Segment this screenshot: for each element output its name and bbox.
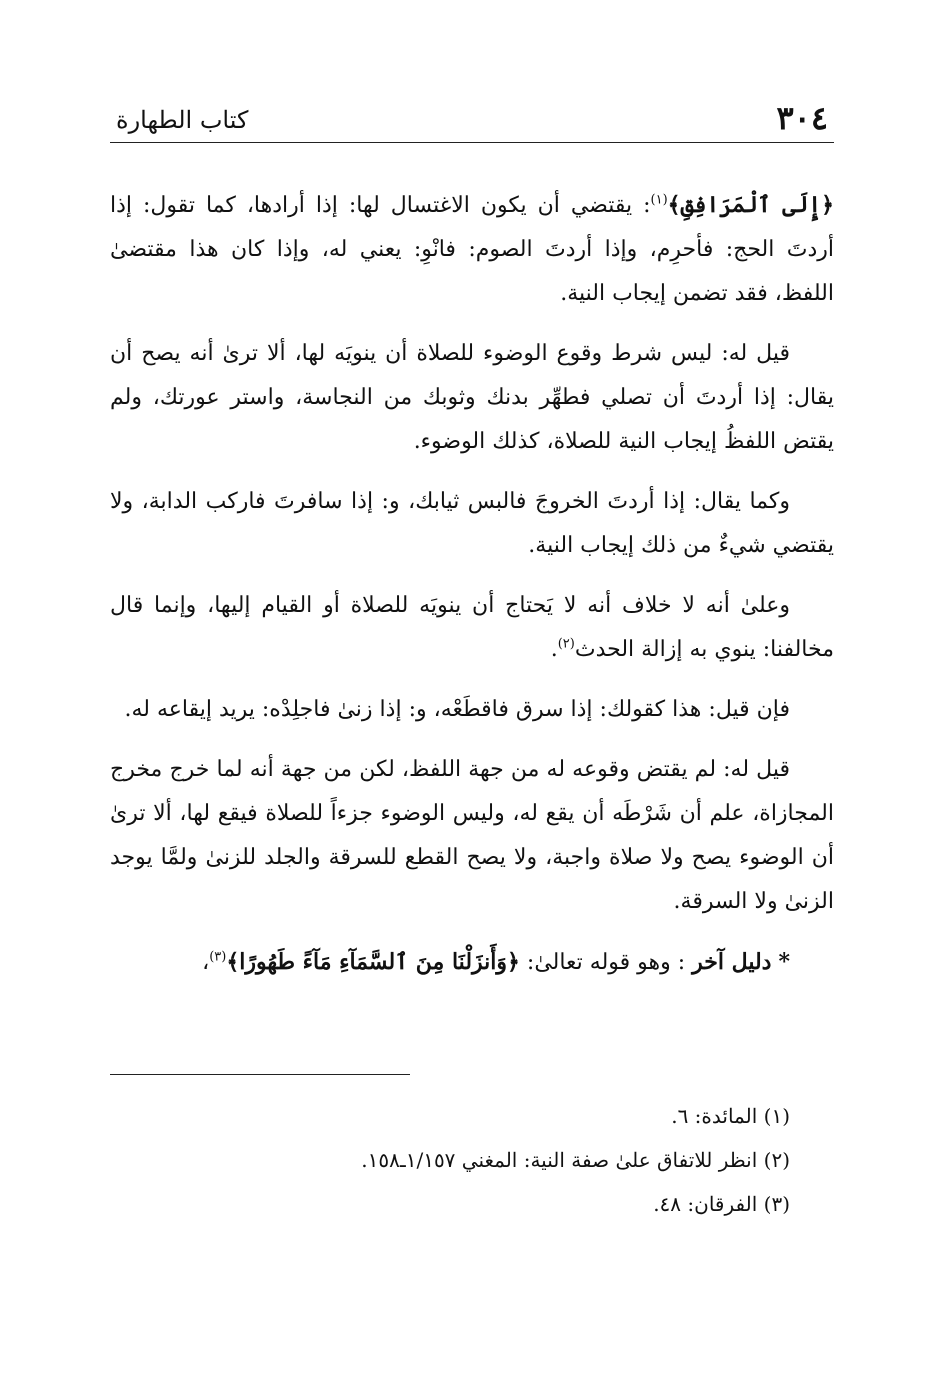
footnote-divider xyxy=(110,1074,410,1075)
footnote-2: (٢) انظر للاتفاق علىٰ صفة النية: المغني ١/١٥٧ـ١٥٨. xyxy=(361,1148,790,1172)
footnotes xyxy=(130,1096,790,1228)
paragraph-3: وكما يقال: إذا أردتَ الخروجَ فالبس ثيابك، و: إذا سافرتَ فاركب الدابة، ولا يقتضي شيءٌ من ذلك إيجاب النية. xyxy=(110,489,834,558)
main-text xyxy=(110,183,834,985)
paragraph-7 xyxy=(110,940,834,985)
paragraph-4 xyxy=(110,584,834,672)
quran-verse: ﴿إِلَى ٱلْمَرَافِقِ﴾ xyxy=(667,192,834,218)
book-title: كتاب الطهارة xyxy=(116,106,249,134)
footnote-1: (١) المائدة: ٦. xyxy=(671,1104,790,1128)
paragraph-4-text: وعلىٰ أنه لا خلاف أنه لا يَحتاج أن ينويَه للصلاة أو القيام إليها، وإنما قال مخالفنا: ينوي به إزالة الحدث xyxy=(110,593,834,662)
paragraph-5: فإن قيل: هذا كقولك: إذا سرق فاقطَعْه، و: إذا زنىٰ فاجلِدْه: يريد إيقاعه له. xyxy=(124,697,790,722)
footnote-ref-2: (٢) xyxy=(557,636,575,652)
paragraph-4-end: . xyxy=(550,637,558,662)
section-label: دليل آخر xyxy=(692,949,772,975)
star-mark: * xyxy=(778,949,790,975)
page-number: ٣٠٤ xyxy=(776,99,828,137)
footnote-3: (٣) الفرقان: ٤٨. xyxy=(653,1192,790,1216)
book-page xyxy=(110,96,834,1296)
paragraph-7-end: ، xyxy=(202,950,210,975)
paragraph-2: قيل له: ليس شرط وقوع الوضوء للصلاة أن ينويَه لها، ألا ترىٰ أنه يصح أن يقال: إذا أردتَ أن تصلي فطهِّر بدنك وثوبك من النجاسة، واستر عورتك، ولم يقتض اللفظُ إيجاب النية للصلاة، كذلك الوضوء. xyxy=(110,341,834,454)
paragraph-7-text: : وهو قوله تعالىٰ: xyxy=(526,950,686,975)
quran-verse-2: ﴿وَأَنزَلْنَا مِنَ ٱلسَّمَآءِ مَآءً طَهُورًا﴾ xyxy=(226,949,520,975)
paragraph-6: قيل له: لم يقتض وقوعه له من جهة اللفظ، لكن من جهة أنه لما خرج مخرج المجازاة، علم أن شَرْطَه أن يقع له، وليس الوضوء جزءاً للصلاة فيقع لها، ألا ترىٰ أن الوضوء يصح ولا صلاة واجبة، ولا يصح القطع للسرقة والجلد للزنىٰ ولمَّا يوجد الزنىٰ ولا السرقة. xyxy=(110,757,834,914)
footnote-ref-1: (١) xyxy=(650,192,668,208)
paragraph-1-text: : يقتضي أن يكون الاغتسال لها: إذا أرادها، كما تقول: إذا أردتَ الحج: فأحرِم، وإذا أردتَ الصوم: فانْوِ: يعني له، وإذا كان هذا مقتضىٰ اللفظ، فقد تضمن إيجاب النية. xyxy=(110,193,834,306)
footnote-ref-3: (٣) xyxy=(209,949,227,965)
running-header xyxy=(110,96,834,143)
paragraph-1 xyxy=(110,183,834,316)
